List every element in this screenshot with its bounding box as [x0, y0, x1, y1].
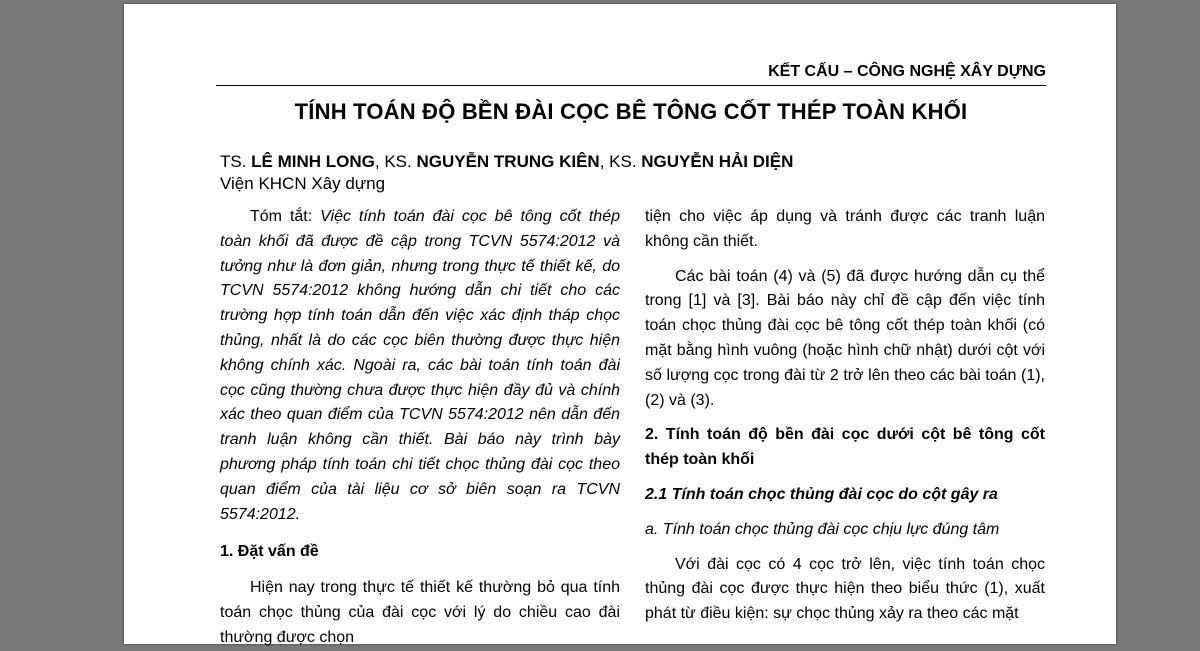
author-prefix: KS. [609, 152, 642, 171]
author-line [220, 152, 793, 172]
body-paragraph: Hiện nay trong thực tế thiết kế thường bỏ qua tính toán chọc thủng của đài cọc với lý do chiều cao đài thường được chọn [220, 579, 620, 646]
abstract-text: Việc tính toán đài cọc bê tông cốt thép toàn khối đã được đề cập trong TCVN 5574:2012 và tưởng như là đơn giản, nhưng trong thực tế thiết kế, do TCVN 5574:2012 không hướng dẫn chi tiết cho các trường hợp tính toán dẫn đến việc xác định tháp chọc thủng, nhất là do các cọc biên thường được thực hiện không chính xác. Ngoài ra, các bài toán tính toán đài cọc cũng thường chưa được thực hiện đầy đủ và chính xác theo quan điểm của TCVN 5574:2012 nên dẫn đến tranh luận không cần thiết. Bài báo này trình bày phương pháp tính toán chi tiết chọc thủng đài cọc theo quan điểm của tài liệu cơ sở biên soạn ra TCVN 5574:2012. [220, 208, 620, 523]
author-separator: , [374, 152, 385, 171]
header-rule [216, 85, 1046, 86]
body-paragraph: Với đài cọc có 4 cọc trở lên, việc tính toán chọc thủng đài cọc được thực hiện theo biểu thức (1), xuất phát từ điều kiện: sự chọc thủng xảy ra theo các mặt [645, 555, 1045, 623]
running-header: KẾT CẤU – CÔNG NGHỆ XÂY DỰNG [768, 63, 1046, 80]
body-paragraph: Các bài toán (4) và (5) đã được hướng dẫn cụ thể trong [1] và [3]. Bài báo này chỉ đề cập đến việc tính toán chọc thủng đài cọc bê tông cốt thép toàn khối (có mặt bằng hình vuông (hoặc hình chữ nhật) dưới cột với số lượng cọc trong đài từ 2 trở lên theo các bài toán (1), (2) và (3). [645, 267, 1045, 409]
body-paragraph: tiện cho việc áp dụng và tránh được các tranh luận không cần thiết. [645, 208, 1045, 250]
paper-title: TÍNH TOÁN ĐỘ BỀN ĐÀI CỌC BÊ TÔNG CỐT THÉP TOÀN KHỐI [294, 99, 968, 124]
author-name: LÊ MINH LONG [251, 152, 375, 171]
author-prefix: KS. [384, 152, 417, 171]
author-name: NGUYỄN TRUNG KIÊN [416, 152, 600, 171]
author-prefix: TS. [220, 152, 252, 171]
document-page [124, 4, 1116, 644]
section-heading: 1. Đặt vấn đề [220, 543, 319, 561]
author-separator: , [599, 152, 610, 171]
abstract [220, 205, 620, 527]
subsection-heading: 2.1 Tính toán chọc thủng đài cọc do cột gây ra [645, 485, 998, 503]
left-column [220, 205, 620, 651]
subsubsection-heading: a. Tính toán chọc thủng đài cọc chịu lực đúng tâm [645, 520, 1000, 538]
right-column [645, 205, 1045, 627]
affiliation: Viện KHCN Xây dựng [220, 174, 386, 193]
section-heading: 2. Tính toán độ bền đài cọc dưới cột bê tông cốt thép toàn khối [645, 426, 1045, 469]
author-name: NGUYỄN HẢI DIỆN [641, 152, 794, 171]
abstract-label: Tóm tắt: [250, 208, 321, 225]
